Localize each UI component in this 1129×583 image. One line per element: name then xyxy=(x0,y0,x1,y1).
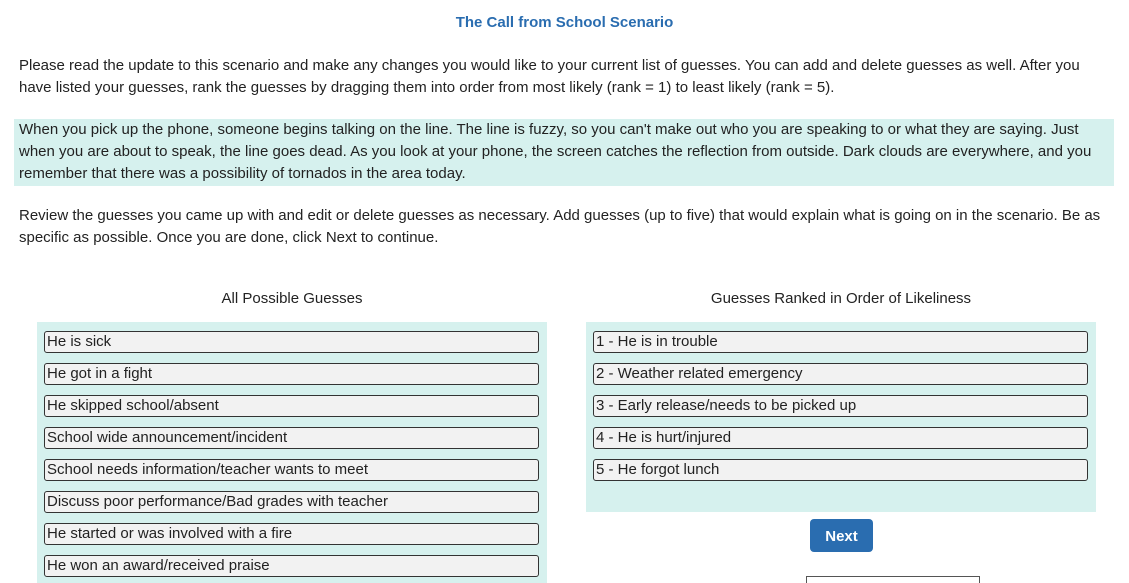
review-instructions-text: Review the guesses you came up with and edit or delete guesses as necessary. Add guesses (up to five) that would explain what is going on in the scenario. Be as specific as possible. Once you are done, click Next to continue. xyxy=(19,207,1101,246)
guess-item[interactable]: School needs information/teacher wants to meet xyxy=(44,459,539,481)
ranked-guess-item[interactable]: 5 - He forgot lunch xyxy=(593,459,1088,481)
ranked-guesses-list xyxy=(586,322,1096,512)
ranked-guesses-heading: Guesses Ranked in Order of Likeliness xyxy=(710,290,972,307)
instructions-text: Please read the update to this scenario and make any changes you would like to your current list of guesses. You can add and delete guesses as well. After you have listed your guesses, rank the guesses by dragging them into order from most likely (rank = 1) to least likely (rank = 5). xyxy=(19,57,1080,96)
ranked-guess-item[interactable]: 3 - Early release/needs to be picked up xyxy=(593,395,1088,417)
guess-item[interactable]: Discuss poor performance/Bad grades with teacher xyxy=(44,491,539,513)
guess-item[interactable]: He won an award/received praise xyxy=(44,555,539,577)
guess-item[interactable]: He started or was involved with a fire xyxy=(44,523,539,545)
guess-item[interactable]: He got in a fight xyxy=(44,363,539,385)
scenario-update-box xyxy=(14,119,1114,186)
guess-item[interactable]: He is sick xyxy=(44,331,539,353)
scenario-update-text: When you pick up the phone, someone begins talking on the line. The line is fuzzy, so you can't make out who you are speaking to or what they are saying. Just when you are about to speak, the line goes dead. As you look at your phone, the screen catches the reflection from outside. Dark clouds are everywhere, and you remember that there was a possibility of tornados in the area today. xyxy=(19,121,1092,182)
ranked-guess-item[interactable]: 2 - Weather related emergency xyxy=(593,363,1088,385)
next-button[interactable]: Next xyxy=(810,519,873,552)
partial-footer-element xyxy=(806,576,980,583)
all-guesses-heading: All Possible Guesses xyxy=(221,290,363,307)
guess-item[interactable]: He skipped school/absent xyxy=(44,395,539,417)
guess-item[interactable]: School wide announcement/incident xyxy=(44,427,539,449)
ranked-guess-item[interactable]: 4 - He is hurt/injured xyxy=(593,427,1088,449)
all-guesses-list xyxy=(37,322,547,583)
ranked-guess-item[interactable]: 1 - He is in trouble xyxy=(593,331,1088,353)
page-title: The Call from School Scenario xyxy=(455,14,674,31)
